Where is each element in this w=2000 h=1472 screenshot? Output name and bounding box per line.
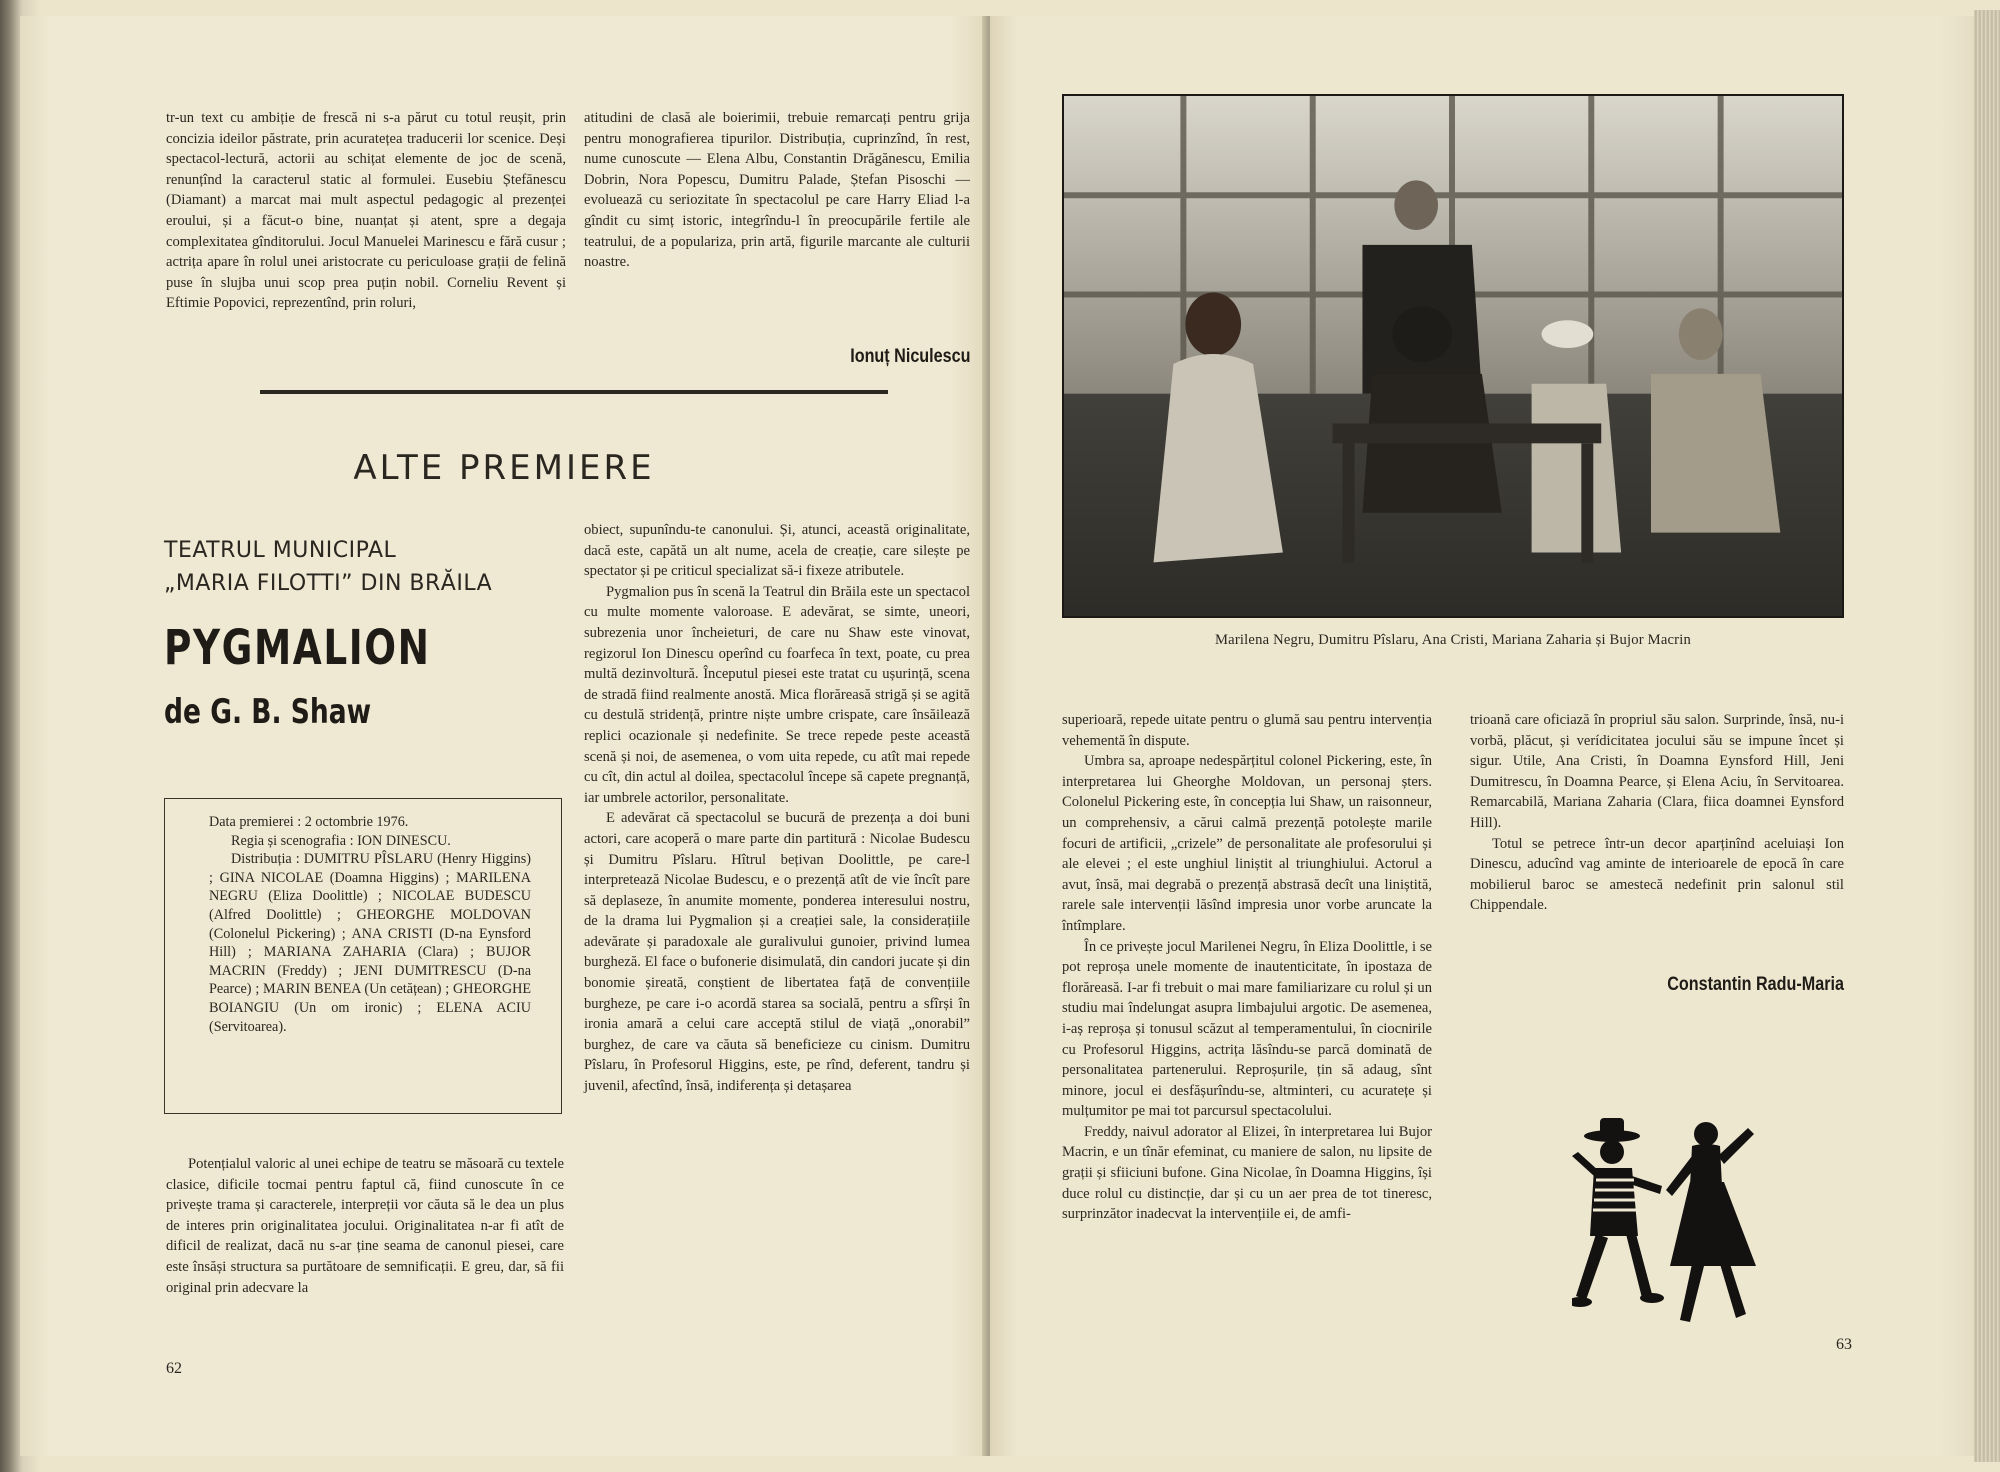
paragraph: trioană care oficiază în propriul său salon. Surprinde, însă, nu-i vorbă, plăcut, și verídicitatea jocului său se impune încet și sigur. Utile, Ana Cristi, în Doamna Eynsford Hill, Jeni Dumitrescu, în Doamna Pearce, și Elena Aciu, în Servitoarea. Remarcabilă, Mariana Zaharia (Clara, fiica doamnei Eynsford Hill). <box>1470 712 1844 831</box>
photo-caption: Marilena Negru, Dumitru Pîslaru, Ana Cristi, Mariana Zaharia și Bujor Macrin <box>1214 632 1691 648</box>
page-number-right: 63 <box>1836 1336 1852 1353</box>
paragraph: E adevărat că spectacolul se bucură de prezența a doi buni actori, care acoperă o mare parte din partitură : Nicolae Budescu și Dumitru Pîslaru. Hîtrul bețivan Doolittle, pe care-l interpretează Nicolae Budescu, e o prezență atît de vie încît pare să deplaseze, în anumite momente, ponderea interesului nostru, de la drama lui Pygmalion și a creației sale, la considerațiile adevărate și paradoxale ale guralivului gunoier, privind lumea burgheză. El face o bufonerie disimulată, din candori jucate și din bonomie șireată, conștient de libertatea față de convențiile burgheze, pe care i-o acordă starea sa socială, pentru a sfîrși în ironia amară a celui care acceptă stilul de viață „onorabil” burghez, de care va căuta să beneficieze cu cinism. Dumitru Pîslaru, în Profesorul Higgins, este, pe rînd, deferent, tandru și juvenil, afectînd, însă, indiferența și detașarea <box>584 810 970 1095</box>
page-edge <box>1974 10 2000 1462</box>
paragraph: tr-un text cu ambiție de frescă ni s-a părut cu totul reușit, prin concizia ideilor păstrate, prin acuratețea traducerii lor scenice. Deși spectacol-lectură, actorii au schițat elemente de joc de scenă, renunțînd la caracterul static al formulei. Eusebiu Ștefănescu (Diamant) a marcat mai mult aspectul pedagogic al prezenței eroului, și a făcut-o bine, nuanțat și atent, spre a degaja complexitatea gînditorului. Jocul Manuelei Marinescu e fără cusur ; actrița apare în rolul unei aristocrate cu periculoase grații de felină puse în slujba unui scop prea puțin nobil. Corneliu Revent și Eftimie Popovici, reprezentînd, prin roluri, <box>166 110 566 312</box>
left-middle-column <box>584 520 970 1097</box>
page-number-left: 62 <box>166 1360 182 1377</box>
paragraph: Freddy, naivul adorator al Elizei, în interpretarea lui Bujor Macrin, e un tînăr efeminat, cu maniere de salon, nu lipsite de grații și sfiiciuni bufone. Gina Nicolae, în Doamna Higgins, își duce rolul cu distincție, dar și cu un aer prea de tot tineresc, surprinzător inadecvat la intervențiile ei, de amfi- <box>1062 1123 1432 1223</box>
credits-direction: Regia și scenografia : ION DINESCU. <box>231 832 451 849</box>
photo-image <box>1064 96 1842 616</box>
paragraph: obiect, supunîndu-te canonului. Și, atunci, această originalitate, dacă este, capătă un alt nume, acela de creație, care silește pe spectator și pe criticul specializat să-i fixeze atributele. <box>584 522 970 580</box>
production-photo <box>1062 94 1844 618</box>
left-top-column-2 <box>584 108 970 273</box>
dancing-couple-graphic <box>1572 1116 1772 1336</box>
signature-author-1: Ionuț Niculescu <box>849 346 970 367</box>
paragraph: Pygmalion pus în scenă la Teatrul din Brăila este un spectacol cu multe momente valoroase. E adevărat, se simte, uneori, subrezenia unor încheieturi, de care nu Shaw este vinovat, regizorul Ion Dinescu operînd cu foarfeca în text, poate, cu prea multă dezinvoltură. Începutul piesei este tratat cu ușurință, scena de stradă fiind realmente anostă. Mica florăreasă strigă și se agită cu destulă stridență, printre niște umbre crispate, care însăilează replici ocazionale și nedefinite. Se trece repede peste această scenă și noi, de asemenea, o vom uita repede, cu atît mai repede cu cît, din actul al doilea, spectacolul începe să capete pregnanță, iar umbrele actorilor, personalitate. <box>584 583 970 806</box>
theatre-line-2: „MARIA FILOTTI” DIN BRĂILA <box>164 571 493 596</box>
paragraph: Umbra sa, aproape nedespărțitul colonel Pickering, este, în interpretarea lui Gheorghe Moldovan, un personaj șters. Colonelul Pickering este, în concepția lui Shaw, un raisonneur, un comprehensiv, a cărui calmă prezență potolește marile focuri de artificii, „crizele” de personalitate ale profesorului și ale elevei ; el este unghiul liniștit al triunghiului. Actorul a avut, însă, mai degrabă o prezență abstrasă decît una liniștită, rarele sale intervenții lăsînd impresia unor vorbe aruncate la întîmplare. <box>1062 753 1432 934</box>
signature-author-2: Constantin Radu-Maria <box>1667 974 1844 995</box>
left-bottom-column <box>166 1154 564 1298</box>
theatre-line-1: TEATRUL MUNICIPAL <box>164 538 397 563</box>
left-page <box>20 16 988 1456</box>
right-column-2 <box>1470 710 1844 916</box>
play-title: PYGMALION <box>164 620 431 676</box>
section-rule <box>260 390 888 394</box>
credits-text <box>209 813 531 1036</box>
right-column-1 <box>1062 710 1432 1225</box>
credits-cast: Distribuția : DUMITRU PÎSLARU (Henry Higgins) ; GINA NICOLAE (Doamna Higgins) ; MARILENA NEGRU (Eliza Doolittle) ; NICOLAE BUDESCU (Alfred Doolittle) ; GHEORGHE MOLDOVAN (Colonelul Pickering) ; ANA CRISTI (D-na Eynsford Hill) ; MARIANA ZAHARIA (Clara) ; BUJOR MACRIN (Freddy) ; JENI DUMITRESCU (D-na Pearce) ; MARIN BENEA (Un cetățean) ; GHEORGHE BOIANGIU (Un om ironic) ; ELENA ACIU (Servitoarea). <box>209 851 531 1035</box>
dancing-couple-icon <box>1572 1116 1772 1336</box>
paragraph: Potențialul valoric al unei echipe de teatru se măsoară cu textele clasice, dificile tocmai pentru faptul că, fiind cunoscute în ce privește trama și caracterele, interpreții vor căuta să le dea un plus de interes prin originalitatea jocului. Originalitatea n-ar fi atît de dificil de realizat, dacă nu s-ar ține seama de canonul piesei, care este însăși structura sa purtătoare de semnificații. E greu, dar, să fii original prin adecvare la <box>166 1156 564 1296</box>
right-page <box>990 16 1974 1456</box>
credits-date: Data premierei : 2 octombrie 1976. <box>209 814 409 830</box>
paragraph: Totul se petrece într-un decor aparținînd aceluiași Ion Dinescu, aducînd vag aminte de interioarele de epocă în care mobilierul baroc se amestecă nedefinit prin salonul stil Chippendale. <box>1470 835 1844 914</box>
theatre-name <box>164 534 584 600</box>
left-top-column-1 <box>166 108 566 314</box>
credits-box <box>164 798 562 1114</box>
paragraph: În ce privește jocul Marilenei Negru, în Eliza Doolittle, i se pot reproșa unele momente de inautenticitate, în ipostaza de florăreasă. I-ar fi trebuit o mai mare familiarizare cu rolul și un studiu mai îndelungat asupra limbajului argotic. De asemenea, i-aș reproșa și tonusul scăzut al temperamentului, în ciocnirile cu Profesorul Higgins, actrița lăsîndu-se parcă dominată de personalitatea partenerului. Reproșurile, țin să adaug, sînt minore, jocul ei desfășurîndu-se, altminteri, cu acuratețe și mulțumitor pe mai tot parcursul spectacolului. <box>1062 938 1432 1120</box>
paragraph: superioară, repede uitate pentru o glumă sau pentru intervenția vehementă în dispute. <box>1062 712 1432 749</box>
play-author: de G. B. Shaw <box>164 692 372 732</box>
section-title: ALTE PREMIERE <box>353 448 655 488</box>
paragraph: atitudini de clasă ale boierimii, trebuie remarcați pentru grija pentru monografierea tipurilor. Distribuția, cuprinzînd, în rest, nume cunoscute — Elena Albu, Constantin Drăgănescu, Emilia Dobrin, Nora Popescu, Dumitru Palade, Ștefan Pisoschi — evoluează cu seriozitate în spectacolul pe care Harry Eliad l-a gîndit cu simț istoric, integrîndu-l în preocupările fertile ale teatrului, de a populariza, prin artă, figurile marcante ale culturii noastre. <box>584 110 970 271</box>
